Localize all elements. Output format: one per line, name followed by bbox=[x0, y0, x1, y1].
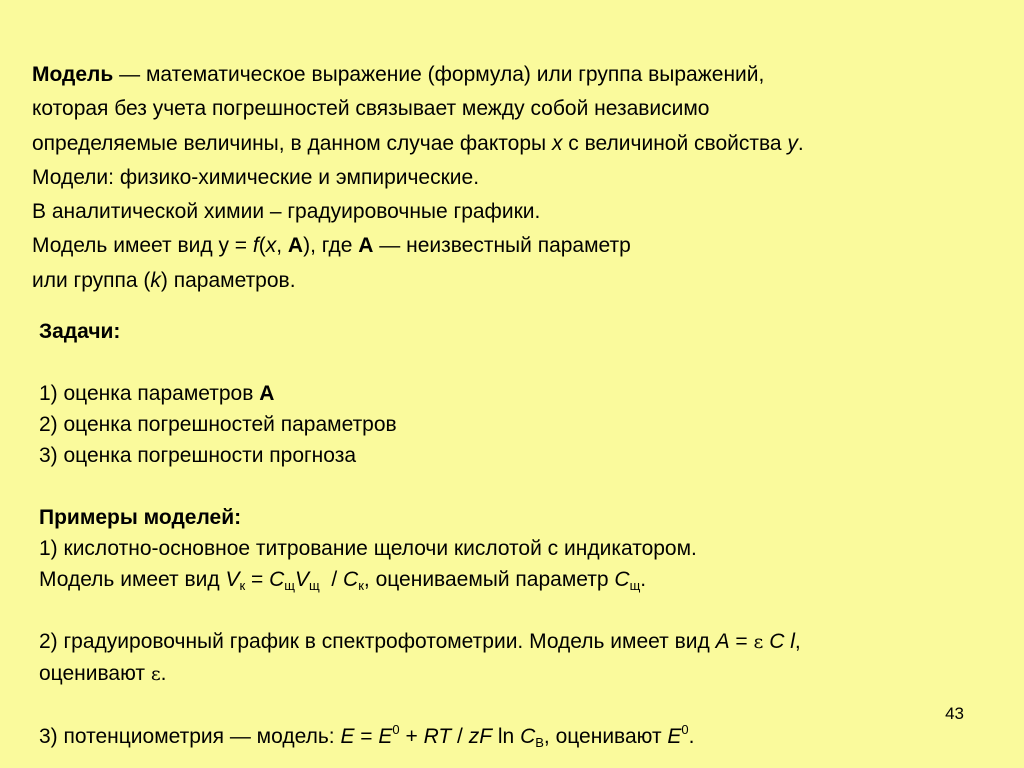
var-k: k bbox=[150, 268, 161, 292]
sym-E: E bbox=[378, 725, 393, 748]
intro-text-7b: ) параметров. bbox=[160, 268, 296, 292]
intro-text-3c: . bbox=[797, 131, 804, 155]
sym-V: V bbox=[225, 568, 240, 591]
task-1 bbox=[39, 378, 989, 409]
tasks-section bbox=[39, 316, 989, 752]
sym-eq: = bbox=[354, 725, 379, 748]
spacer bbox=[39, 690, 989, 721]
sym-E: E bbox=[667, 725, 682, 748]
sym-RT: RT bbox=[423, 725, 452, 748]
sym-slash: / bbox=[319, 568, 344, 591]
intro-line-1 bbox=[32, 58, 992, 92]
spacer bbox=[39, 595, 989, 626]
sub-sch: щ bbox=[309, 578, 320, 593]
intro-text-6c: , bbox=[276, 234, 288, 258]
sym-epsilon: ε bbox=[753, 631, 764, 653]
var-y: y bbox=[787, 131, 798, 155]
sym-zF: zF bbox=[468, 725, 493, 748]
intro-text-3: определяемые величины, в данном случае факторы bbox=[32, 131, 552, 155]
intro-text-6d: ), где bbox=[303, 234, 359, 258]
example-2 bbox=[39, 626, 989, 658]
sup-0: 0 bbox=[681, 722, 689, 737]
sub-sch: щ bbox=[284, 578, 295, 593]
spacer bbox=[39, 347, 989, 378]
intro-text-3b: с величиной свойства bbox=[562, 131, 788, 155]
intro-text-6e: — неизвестный параметр bbox=[373, 234, 631, 258]
formula-text: Модель имеет вид bbox=[39, 568, 226, 591]
task-1-text: 1) оценка параметров bbox=[39, 382, 260, 405]
param-A: A bbox=[287, 234, 304, 258]
spacer bbox=[39, 471, 989, 502]
formula-text: . bbox=[160, 662, 167, 685]
var-x: x bbox=[551, 131, 563, 155]
intro-line-5: В аналитической химии – градуировочные графики. bbox=[32, 200, 541, 224]
sub-B: B bbox=[535, 735, 544, 750]
task-1-param: A bbox=[259, 382, 275, 405]
sym-eq: = bbox=[245, 568, 270, 591]
sym-C: C bbox=[520, 725, 536, 748]
example-3-text: 3) потенциометрия — модель: bbox=[39, 725, 341, 748]
formula-text: , оценивают bbox=[543, 725, 668, 748]
examples-heading: Примеры моделей: bbox=[39, 506, 242, 529]
tasks-heading: Задачи: bbox=[39, 320, 121, 343]
example-1-formula bbox=[39, 564, 989, 595]
sub-k: к bbox=[239, 578, 246, 593]
intro-text-7a: или группа ( bbox=[32, 268, 151, 292]
formula-text: оценивают bbox=[39, 662, 151, 685]
model-definition bbox=[32, 58, 992, 298]
intro-line-3 bbox=[32, 127, 992, 161]
sym-eq: = bbox=[729, 630, 754, 653]
sym-V: V bbox=[294, 568, 309, 591]
sym-ln: ln bbox=[492, 725, 521, 748]
page-number: 43 bbox=[945, 704, 964, 723]
sub-sch: щ bbox=[629, 578, 641, 593]
param-A-2: A bbox=[358, 234, 374, 258]
sym-slash: / bbox=[451, 725, 469, 748]
task-3: 3) оценка погрешности прогноза bbox=[39, 444, 357, 467]
sup-0: 0 bbox=[392, 722, 400, 737]
sym-A: A bbox=[715, 630, 730, 653]
sym-C: C bbox=[343, 568, 359, 591]
task-2: 2) оценка погрешностей параметров bbox=[39, 413, 397, 436]
var-f: f bbox=[252, 234, 259, 258]
sym-plus: + bbox=[399, 725, 424, 748]
example-3 bbox=[39, 721, 989, 752]
formula-text: . bbox=[688, 725, 695, 748]
intro-text-6a: Модель имеет вид y = bbox=[32, 234, 253, 258]
sym-C: C bbox=[769, 630, 785, 653]
formula-text: . bbox=[640, 568, 647, 591]
sym-l: l bbox=[790, 630, 795, 653]
intro-line-7 bbox=[32, 264, 992, 298]
example-2-estimate bbox=[39, 658, 989, 690]
sym-C: C bbox=[614, 568, 630, 591]
intro-line-2: которая без учета погрешностей связывает между собой независимо bbox=[32, 97, 710, 121]
intro-text-6b: ( bbox=[258, 234, 266, 258]
sym-epsilon: ε bbox=[150, 663, 161, 685]
intro-line-6 bbox=[32, 229, 992, 263]
sym-E: E bbox=[340, 725, 355, 748]
intro-line-4: Модели: физико-химические и эмпирические. bbox=[32, 165, 480, 189]
formula-text: , оцениваемый параметр bbox=[363, 568, 615, 591]
var-x-2: x bbox=[265, 234, 277, 258]
intro-text-1: — математическое выражение (формула) или группа выражений, bbox=[113, 63, 765, 86]
term-model: Модель bbox=[32, 63, 114, 86]
example-2-text: 2) градуировочный график в спектрофотометрии. Модель имеет вид bbox=[39, 630, 716, 653]
formula-text: , bbox=[794, 630, 801, 653]
sym-C: C bbox=[269, 568, 285, 591]
example-1: 1) кислотно-основное титрование щелочи кислотой с индикатором. bbox=[39, 537, 697, 560]
sub-k: к bbox=[358, 578, 364, 593]
